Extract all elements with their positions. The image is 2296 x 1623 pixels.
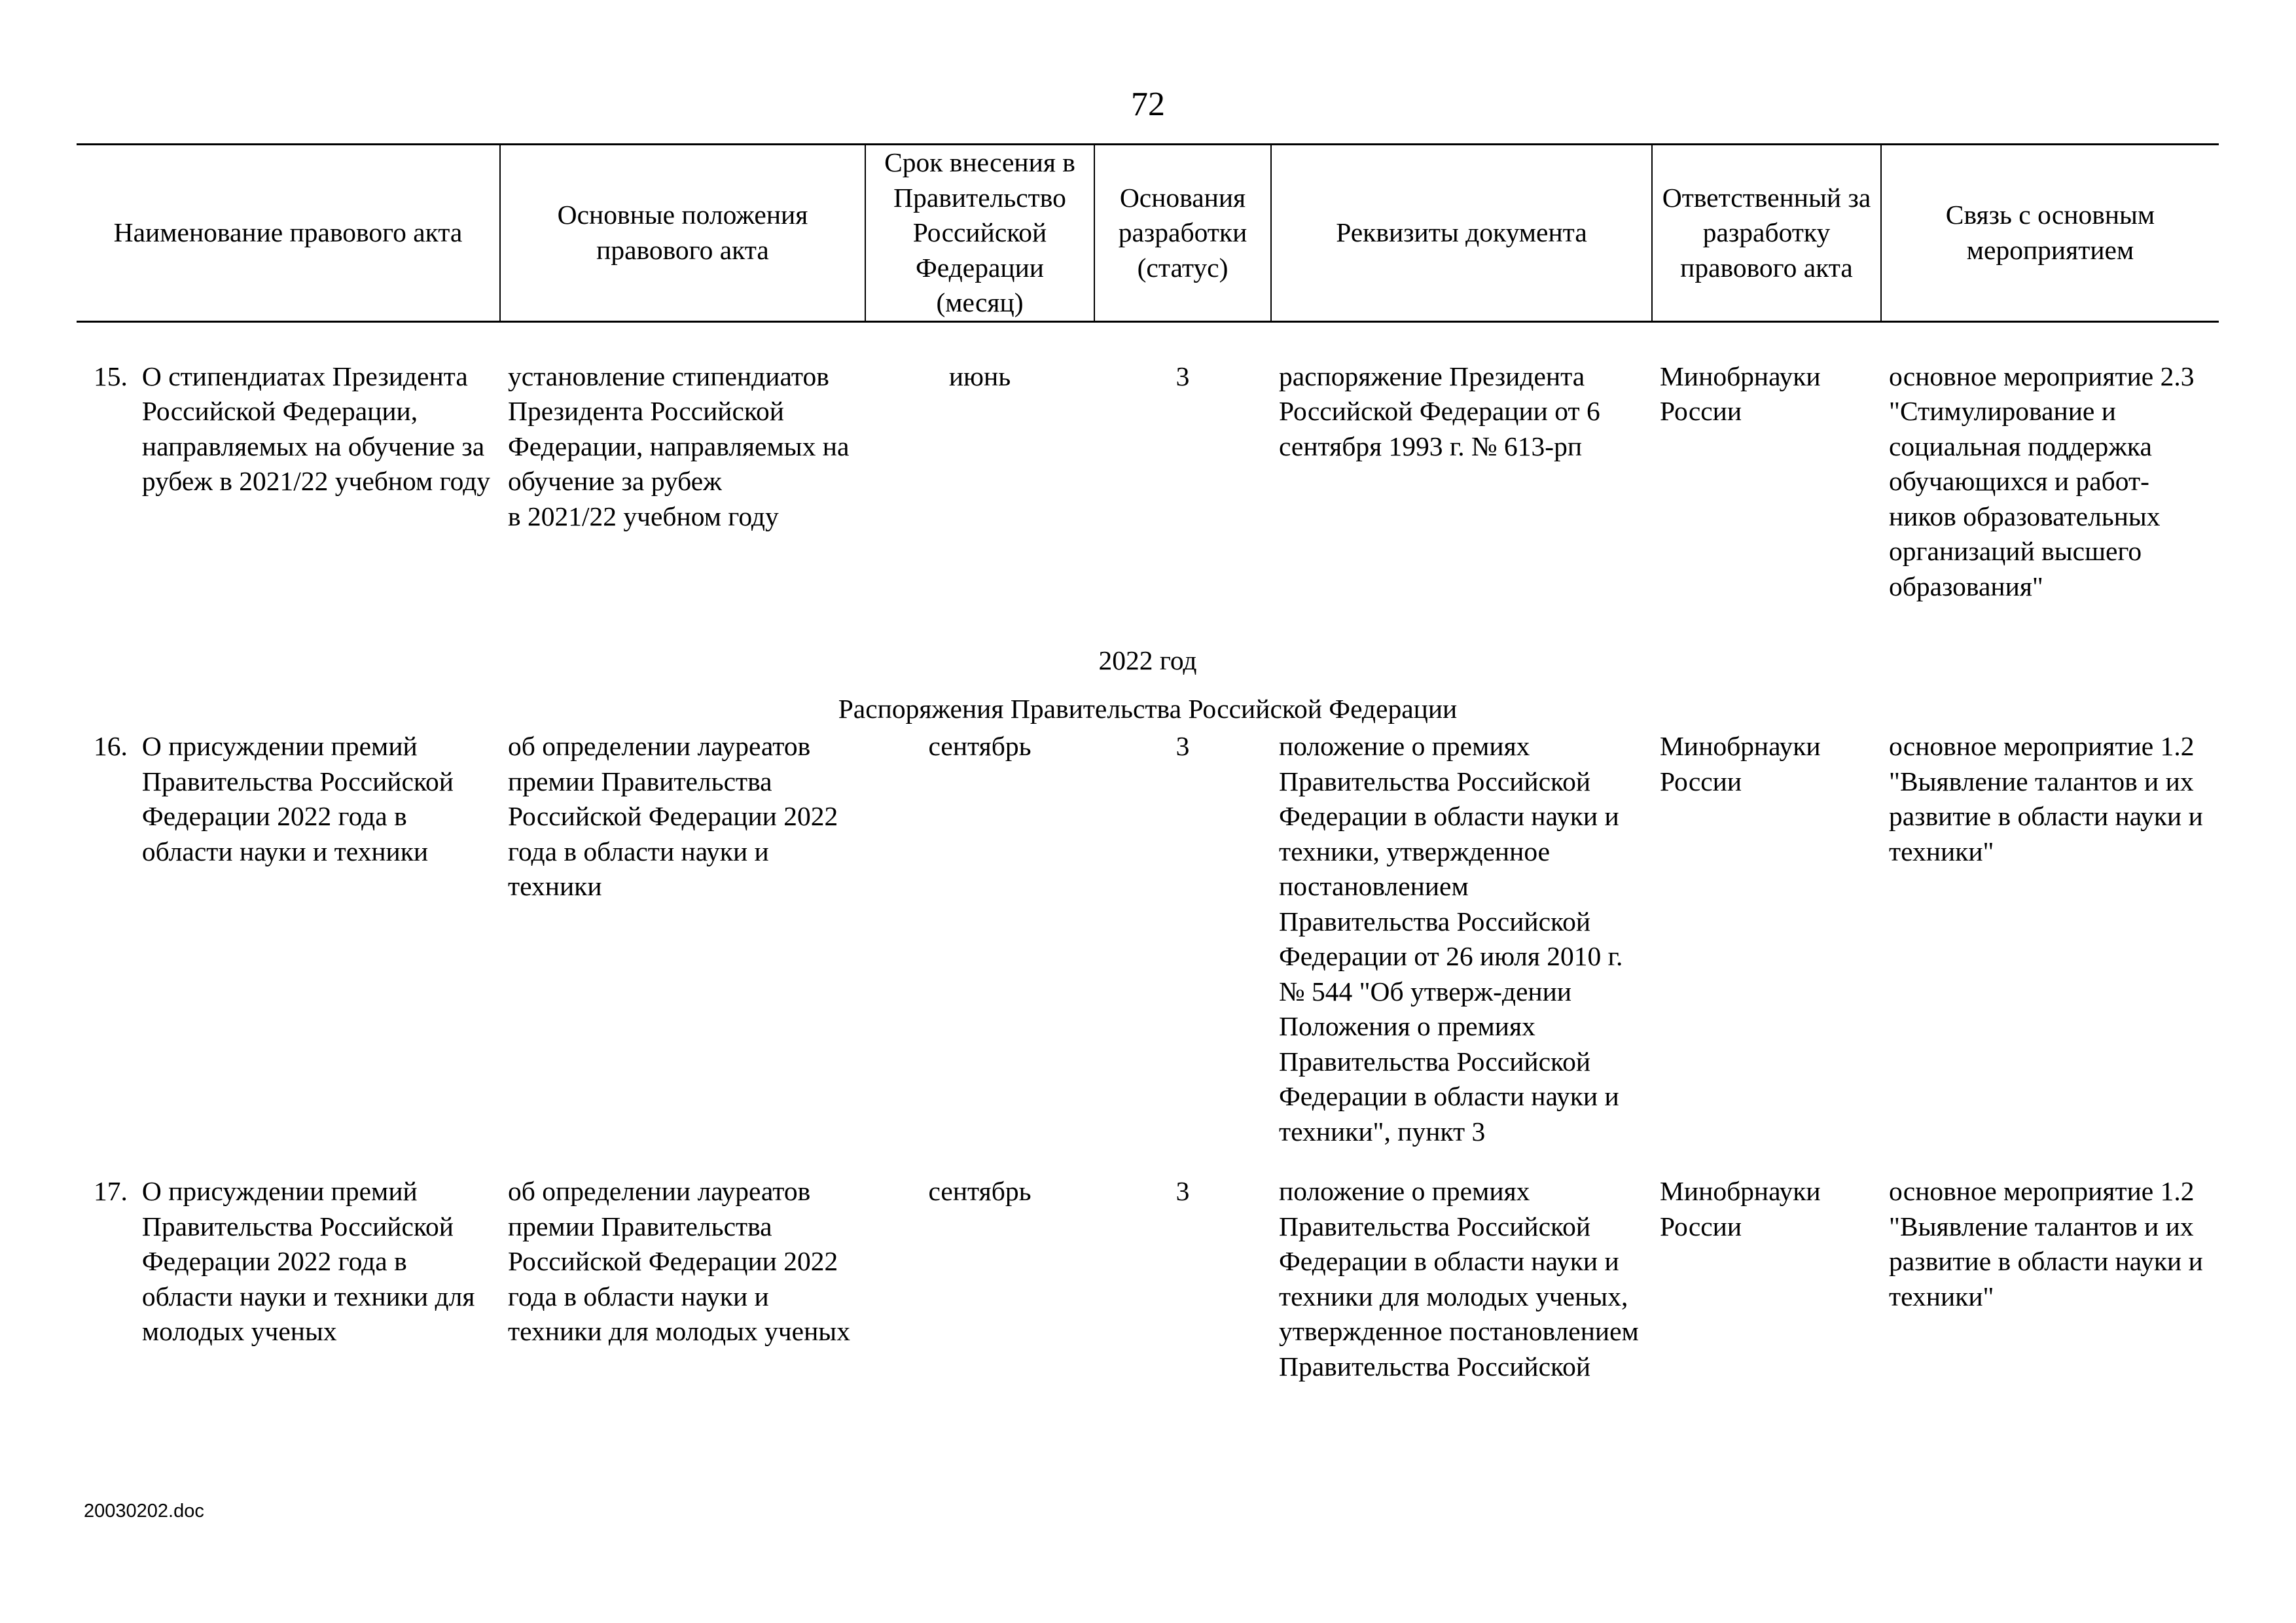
document-details-cell: положение о премиях Правительства Российской Федерации в области науки и техники, утвержденное постановлением Правительства Российской Федерации от 26 июля 2010 г. № 544 "Об утверж-дении Положения о премиях Правительства Российской Федерации в области науки и техники", пункт 3 bbox=[1279, 731, 1623, 1147]
header-term: Срок внесения в Правительство Российской Федерации (месяц) bbox=[865, 145, 1094, 322]
provisions-cell bbox=[500, 359, 865, 630]
footer-file-code: 20030202.doc bbox=[84, 1501, 204, 1522]
header-link: Связь с основным мероприятием bbox=[1881, 145, 2219, 322]
act-name: О присуждении премий Правительства Российской Федерации 2022 года в области науки и техники для молодых ученых bbox=[141, 1176, 475, 1346]
act-name-cell bbox=[77, 729, 500, 894]
act-name-cell bbox=[77, 359, 500, 524]
provisions-text: установление стипендиатов Президента Российской Федерации, направляемых на обучение за рубеж bbox=[508, 361, 850, 496]
provisions-cell: об определении лауреатов премии Правительства Российской Федерации 2022 года в области науки и техники bbox=[508, 731, 838, 901]
row-number: 16. bbox=[94, 731, 128, 761]
provisions-cell: об определении лауреатов премии Правительства Российской Федерации 2022 года в области науки и техники для молодых ученых bbox=[508, 1176, 850, 1346]
header-responsible: Ответственный за разработку правового акта bbox=[1652, 145, 1881, 322]
basis-cell: 3 bbox=[1175, 1176, 1190, 1206]
row-number: 15. bbox=[94, 361, 128, 391]
page-number: 72 bbox=[1131, 86, 1165, 123]
link-cell: основное мероприятие 2.3 "Стимулирование и социальная поддержка обучающихся и работ-ников образовательных организаций высшего образования" bbox=[1889, 361, 2195, 601]
responsible-cell: Минобрнауки России bbox=[1660, 361, 1821, 426]
section-year: 2022 год bbox=[1098, 645, 1197, 675]
legal-acts-table bbox=[77, 143, 2219, 1409]
link-cell: основное мероприятие 1.2 "Выявление талантов и их развитие в области науки и техники" bbox=[1889, 731, 2203, 866]
table-header bbox=[77, 145, 2219, 322]
table-row bbox=[77, 1174, 2219, 1409]
header-provisions: Основные положения правового акта bbox=[500, 145, 865, 322]
table-row bbox=[77, 729, 2219, 1174]
link-cell: основное мероприятие 1.2 "Выявление талантов и их развитие в области науки и техники" bbox=[1889, 1176, 2203, 1311]
basis-cell: 3 bbox=[1175, 361, 1190, 391]
responsible-cell: Минобрнауки России bbox=[1660, 731, 1821, 796]
row-number: 17. bbox=[94, 1176, 128, 1206]
act-name: О присуждении премий Правительства Российской Федерации 2022 года в области науки и техники bbox=[141, 731, 454, 866]
act-name-cell bbox=[77, 1174, 500, 1374]
act-name: О стипендиатах Президента Российской Федерации, направляемых на обучение за рубеж в 2021/22 учебном году bbox=[141, 361, 491, 496]
document-details-cell: положение о премиях Правительства Российской Федерации в области науки и техники для молодых ученых, утвержденное постановлением Правительства Российской bbox=[1279, 1176, 1639, 1382]
document-details-cell: распоряжение Президента Российской Федерации от 6 сентября 1993 г. № 613-рп bbox=[1279, 361, 1600, 461]
responsible-cell: Минобрнауки России bbox=[1660, 1176, 1821, 1241]
section-type: Распоряжения Правительства Российской Федерации bbox=[838, 693, 1458, 724]
section-type-row bbox=[77, 679, 2219, 730]
section-year-row bbox=[77, 629, 2219, 679]
table-row bbox=[77, 359, 2219, 630]
provisions-text-continued: в 2021/22 учебном году bbox=[508, 501, 779, 531]
header-document-details: Реквизиты документа bbox=[1271, 145, 1652, 322]
term-cell: июнь bbox=[948, 361, 1011, 391]
header-act-name: Наименование правового акта bbox=[77, 145, 500, 322]
term-cell: сентябрь bbox=[928, 1176, 1031, 1206]
header-basis: Основания разработки (статус) bbox=[1094, 145, 1271, 322]
basis-cell: 3 bbox=[1175, 731, 1190, 761]
term-cell: сентябрь bbox=[928, 731, 1031, 761]
